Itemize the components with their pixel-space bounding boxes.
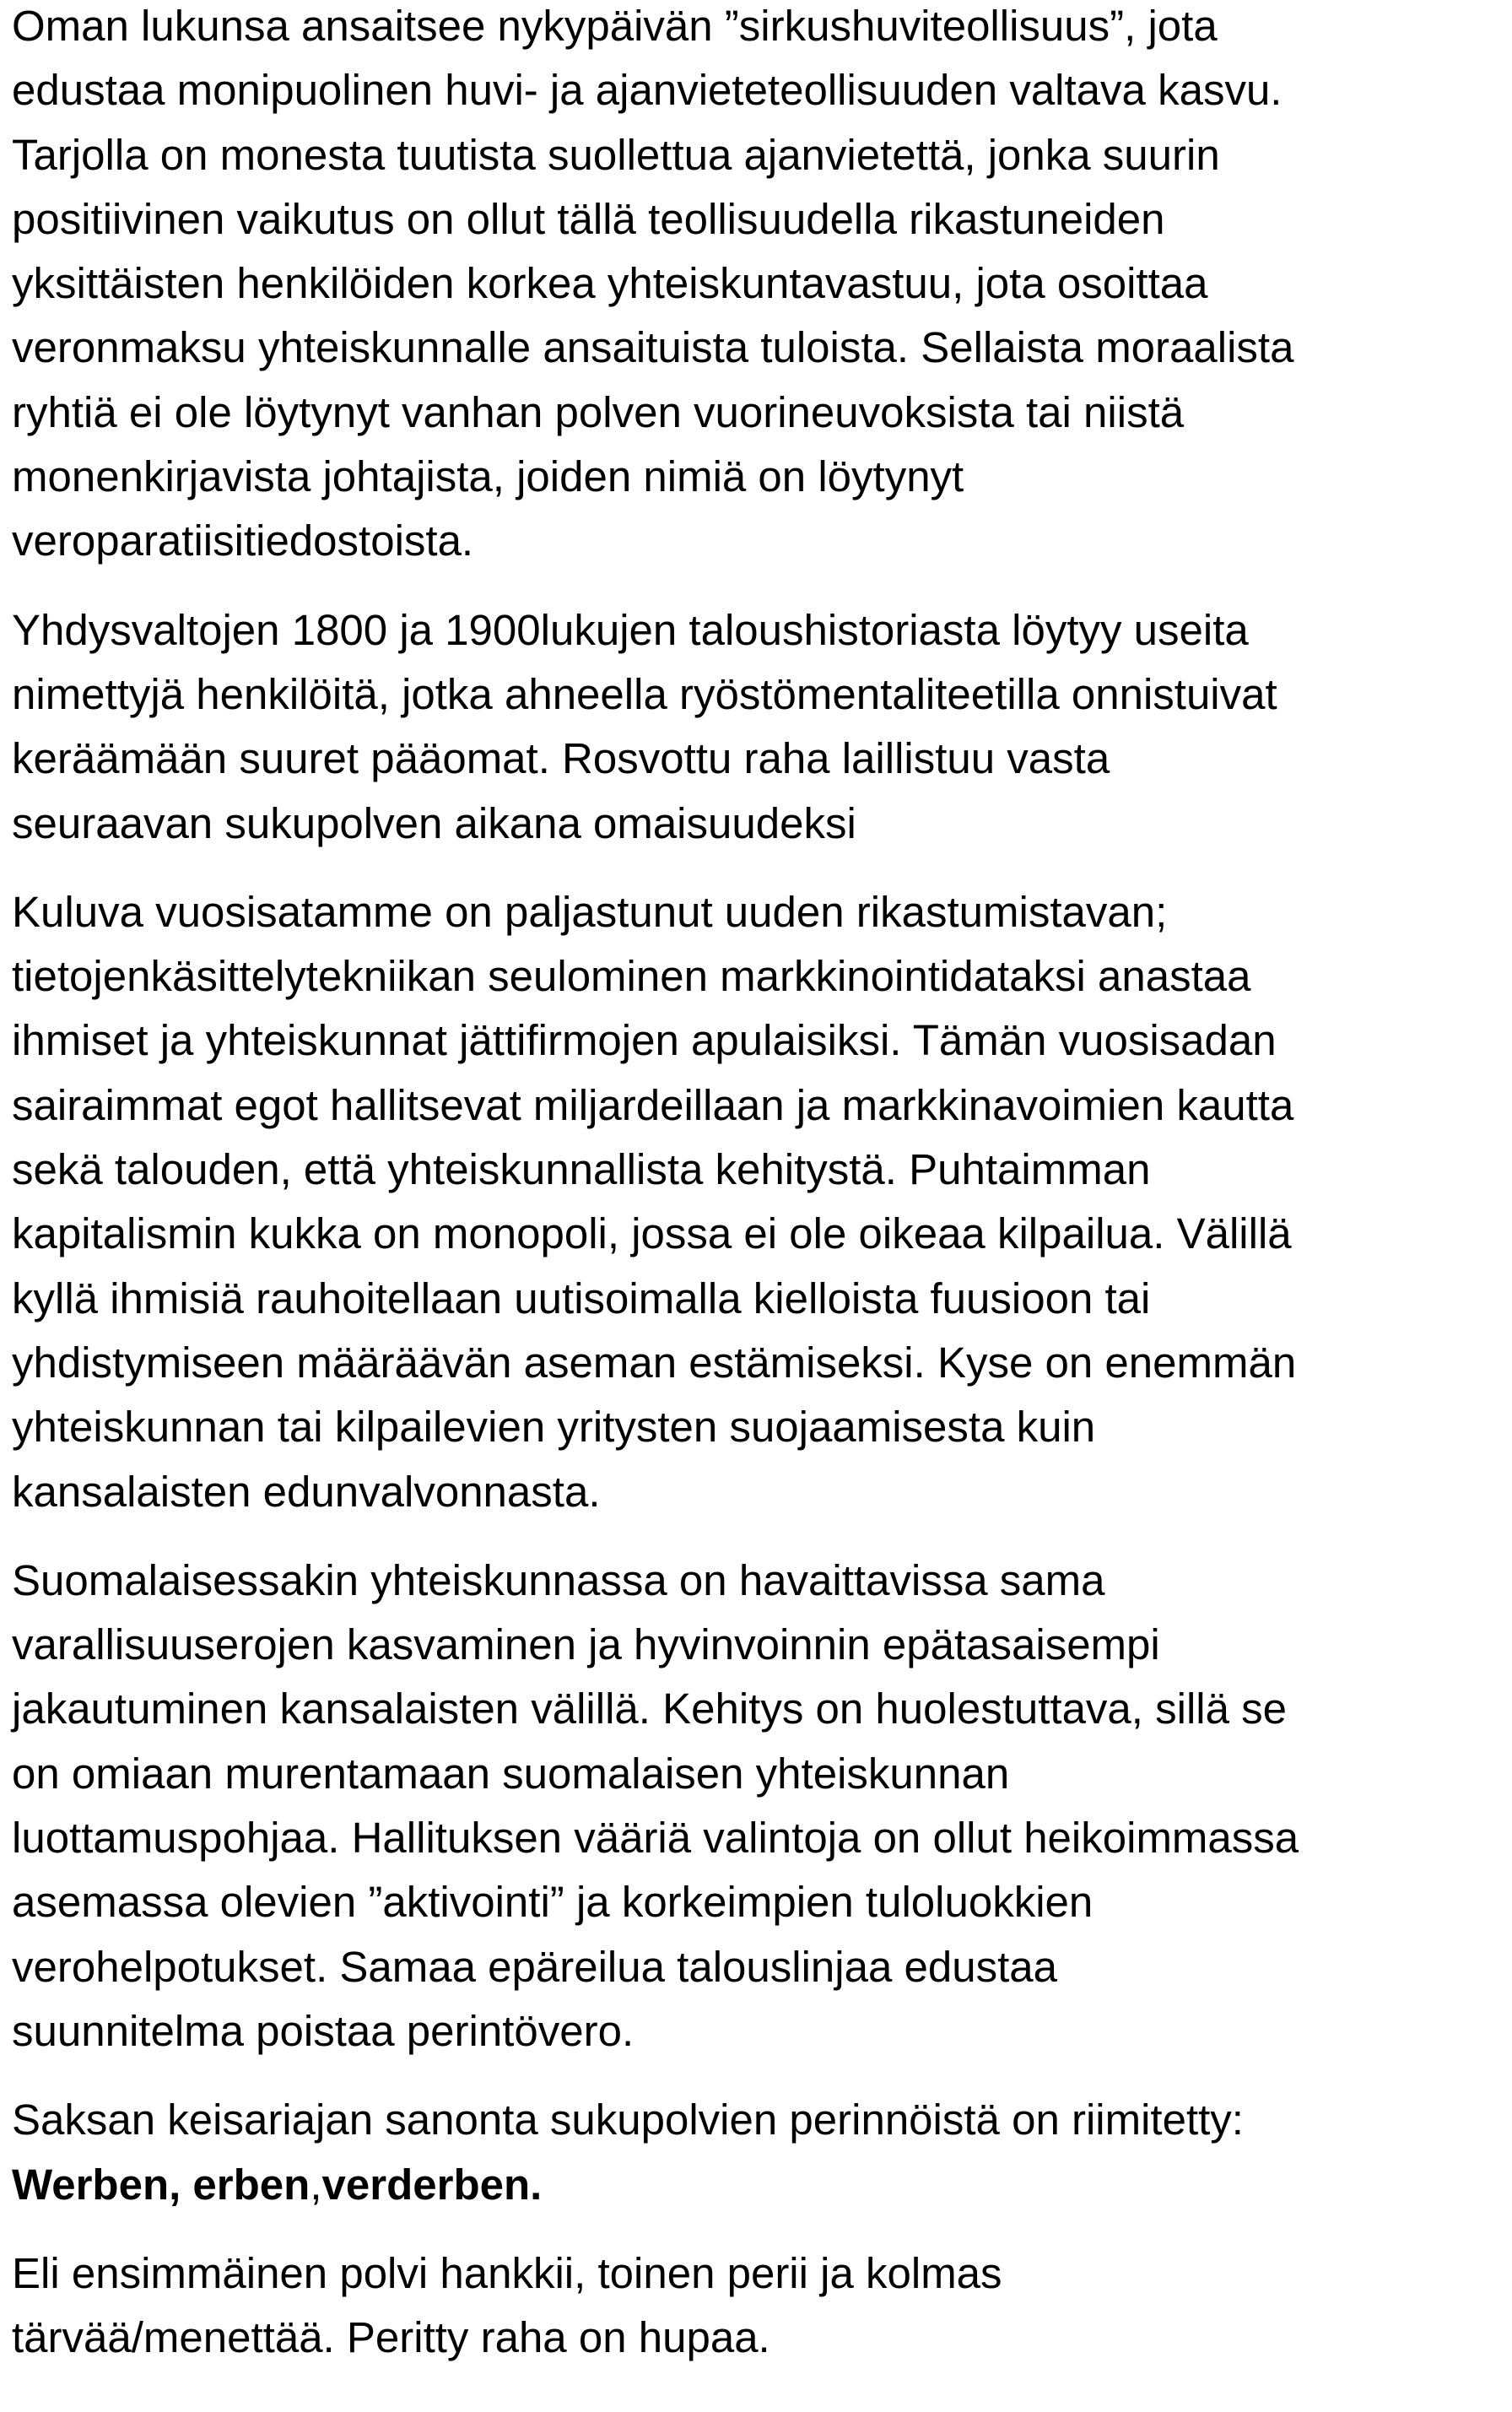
text-line: tietojenkäsittelytekniikan seulominen markkinointidataksi anastaa [12,952,1251,1001]
text-line: monenkirjavista johtajista, joiden nimiä on löytynyt [12,452,964,501]
text-line: sekä talouden, että yhteiskunnallista kehitystä. Puhtaimman [12,1145,1151,1194]
text-line: luottamuspohjaa. Hallituksen vääriä valintoja on ollut heikoimmassa [12,1814,1299,1863]
text-line: kapitalismin kukka on monopoli, jossa ei ole oikeaa kilpailua. Välillä [12,1209,1292,1258]
text-line: jakautuminen kansalaisten välillä. Kehitys on huolestuttava, sillä se [12,1685,1288,1733]
paragraph-suomi [12,1549,1505,2063]
text-line: yhdistymiseen määräävän aseman estämiseksi. Kyse on enemmän [12,1338,1297,1387]
quote-line [12,2153,1505,2217]
text-line: Oman lukunsa ansaitsee nykypäivän ”sirkushuviteollisuus”, jota [12,2,1218,50]
text-line: positiivinen vaikutus on ollut tällä teollisuudella rikastuneiden [12,194,1165,243]
text-line: Suomalaisessakin yhteiskunnassa on havaittavissa sama [12,1555,1105,1604]
text-line: asemassa olevien ”aktivointi” ja korkeimpien tuloluokkien [12,1878,1094,1927]
text-line: edustaa monipuolinen huvi- ja ajanvieteteollisuuden valtava kasvu. [12,66,1282,115]
text-line: kyllä ihmisiä rauhoitellaan uutisoimalla kielloista fuusioon tai [12,1274,1151,1322]
text-line: nimettyjä henkilöitä, jotka ahneella ryöstömentaliteetilla onnistuivat [12,669,1277,718]
text-line: keräämään suuret pääomat. Rosvottu raha laillistuu vasta [12,734,1110,783]
text-line: tärvää/menettää. Peritty raha on hupaa. [12,2313,770,2362]
text-line: varallisuuserojen kasvaminen ja hyvinvoinnin epätasaisempi [12,1620,1160,1669]
text-line: ihmiset ja yhteiskunnat jättifirmojen apulaisiksi. Tämän vuosisadan [12,1016,1277,1065]
quote-comma: , [310,2160,322,2209]
text-line: ryhtiä ei ole löytynyt vanhan polven vuorineuvoksista tai niistä [12,387,1185,436]
text-line: Kuluva vuosisatamme on paljastunut uuden rikastumistavan; [12,887,1168,936]
quote-bold-part-2: verderben. [321,2160,543,2209]
text-line: yhteiskunnan tai kilpailevien yritysten suojaamisesta kuin [12,1403,1096,1452]
paragraph-sirkushuviteollisuus [12,0,1505,574]
text-line: Eli ensimmäinen polvi hankkii, toinen perii ja kolmas [12,2248,1002,2297]
text-line: Saksan keisariajan sanonta sukupolvien perinnöistä on riimitetty: [12,2096,1244,2144]
text-line: seuraavan sukupolven aikana omaisuudeksi [12,798,856,847]
paragraph-yhdysvallat [12,598,1505,856]
quote-bold-part-1: Werben, erben [12,2160,310,2209]
paragraph-vuosisata [12,880,1505,1524]
paragraph-selitys [12,2242,1505,2371]
text-line: sairaimmat egot hallitsevat miljardeillaan ja markkinavoimien kautta [12,1080,1294,1129]
text-line: Tarjolla on monesta tuutista suollettua ajanvietettä, jonka suurin [12,130,1220,179]
paragraph-saksan-sanonta [12,2088,1505,2217]
article-body [12,0,1505,2370]
text-line: veroparatiisitiedostoista. [12,516,474,565]
text-line: suunnitelma poistaa perintövero. [12,2006,634,2055]
text-line: yksittäisten henkilöiden korkea yhteiskuntavastuu, jota osoittaa [12,259,1208,308]
text-line: kansalaisten edunvalvonnasta. [12,1467,601,1516]
text-line: verohelpotukset. Samaa epäreilua talouslinjaa edustaa [12,1942,1057,1991]
text-line: veronmaksu yhteiskunnalle ansaituista tuloista. Sellaista moraalista [12,323,1294,372]
text-line: Yhdysvaltojen 1800 ja 1900lukujen taloushistoriasta löytyy useita [12,605,1249,654]
text-line: on omiaan murentamaan suomalaisen yhteiskunnan [12,1749,1010,1798]
